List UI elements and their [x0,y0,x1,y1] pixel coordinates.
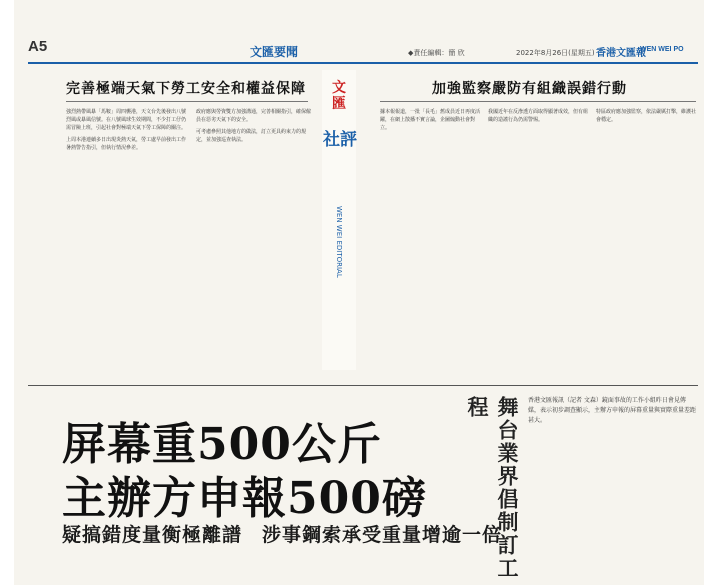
editorial-title: 社評 [323,130,357,150]
editorial-english-text: WEN WEI EDITORIAL [335,206,343,278]
left-article-title: 完善極端天氣下勞工安全和權益保障 [66,81,306,97]
main-headline-line2: 主辦方申報500磅 [62,473,427,524]
left-article-col1 [66,108,188,378]
left-paragraph: 政府應與勞資雙方加強溝通，完善相關指引，確保僱員在惡劣天氣下的安全。 [196,109,312,123]
right-paragraph: 我國近年在反滲透方面取得顯著成效，但有組織的造謠行為仍需警惕。 [488,109,589,123]
left-title-rule [66,101,308,102]
left-paragraph: 可考慮參照其他地方的做法，訂立更具約束力的規定，並加強巡查執法。 [196,129,307,143]
right-article-title: 加強監察嚴防有組織誤錯行動 [432,81,627,97]
editorial-english [330,206,343,326]
main-subheadline: 疑搞錯度量衡極離譜 涉事鋼索承受重量增逾一倍 [62,524,503,546]
newspaper-logo: 香港文匯報 [596,48,646,59]
section-title: 文匯要聞 [250,45,299,59]
side-story-body: 香港文匯報訊（記者 文森）鏡面事故的工作小組昨日會見傳媒，表示初步調查顯示，主辦方申報的屏幕重量與實際重量差距甚大。 [528,397,697,424]
editorial-mark: 文匯 [332,80,346,112]
editor-credit: ◆責任編輯：簡 欣 [408,49,465,57]
newspaper-logo-en: WEN WEI PO [640,46,684,53]
left-article-col2 [196,108,314,378]
section-divider [28,385,698,386]
issue-date: 2022年8月26日(星期五) [516,49,595,57]
right-article-col3 [596,108,696,378]
right-article-col2 [488,108,588,378]
side-headline: 舞台業界倡制訂工程 [465,396,520,580]
main-headline-line1: 屏幕重500公斤 [62,419,382,470]
right-paragraph: 特區政府應加強監察，依法嚴厲打擊，維護社會穩定。 [596,109,697,123]
header-rule [28,62,698,64]
left-paragraph: 強烈熱帶風暴「馬鞍」周四襲港，天文台先後發出八號烈風或暴風信號。在八號風球生效期間，不少打工仔仍需冒險上班，引起社會對極端天氣下勞工保障的關注。 [66,109,187,131]
page-number: A5 [28,38,48,55]
right-article-col1 [380,108,480,378]
left-paragraph: 上周本港連續多日出現炎熱天氣，勞工處早前發出工作暑熱警告指引，但執行情況參差。 [66,137,187,151]
right-title-rule [380,101,696,102]
right-paragraph: 據本報報道，一批「長毛」舊成員近日再度活躍，在網上散播不實言論，企圖煽動社會對立。 [380,109,481,131]
